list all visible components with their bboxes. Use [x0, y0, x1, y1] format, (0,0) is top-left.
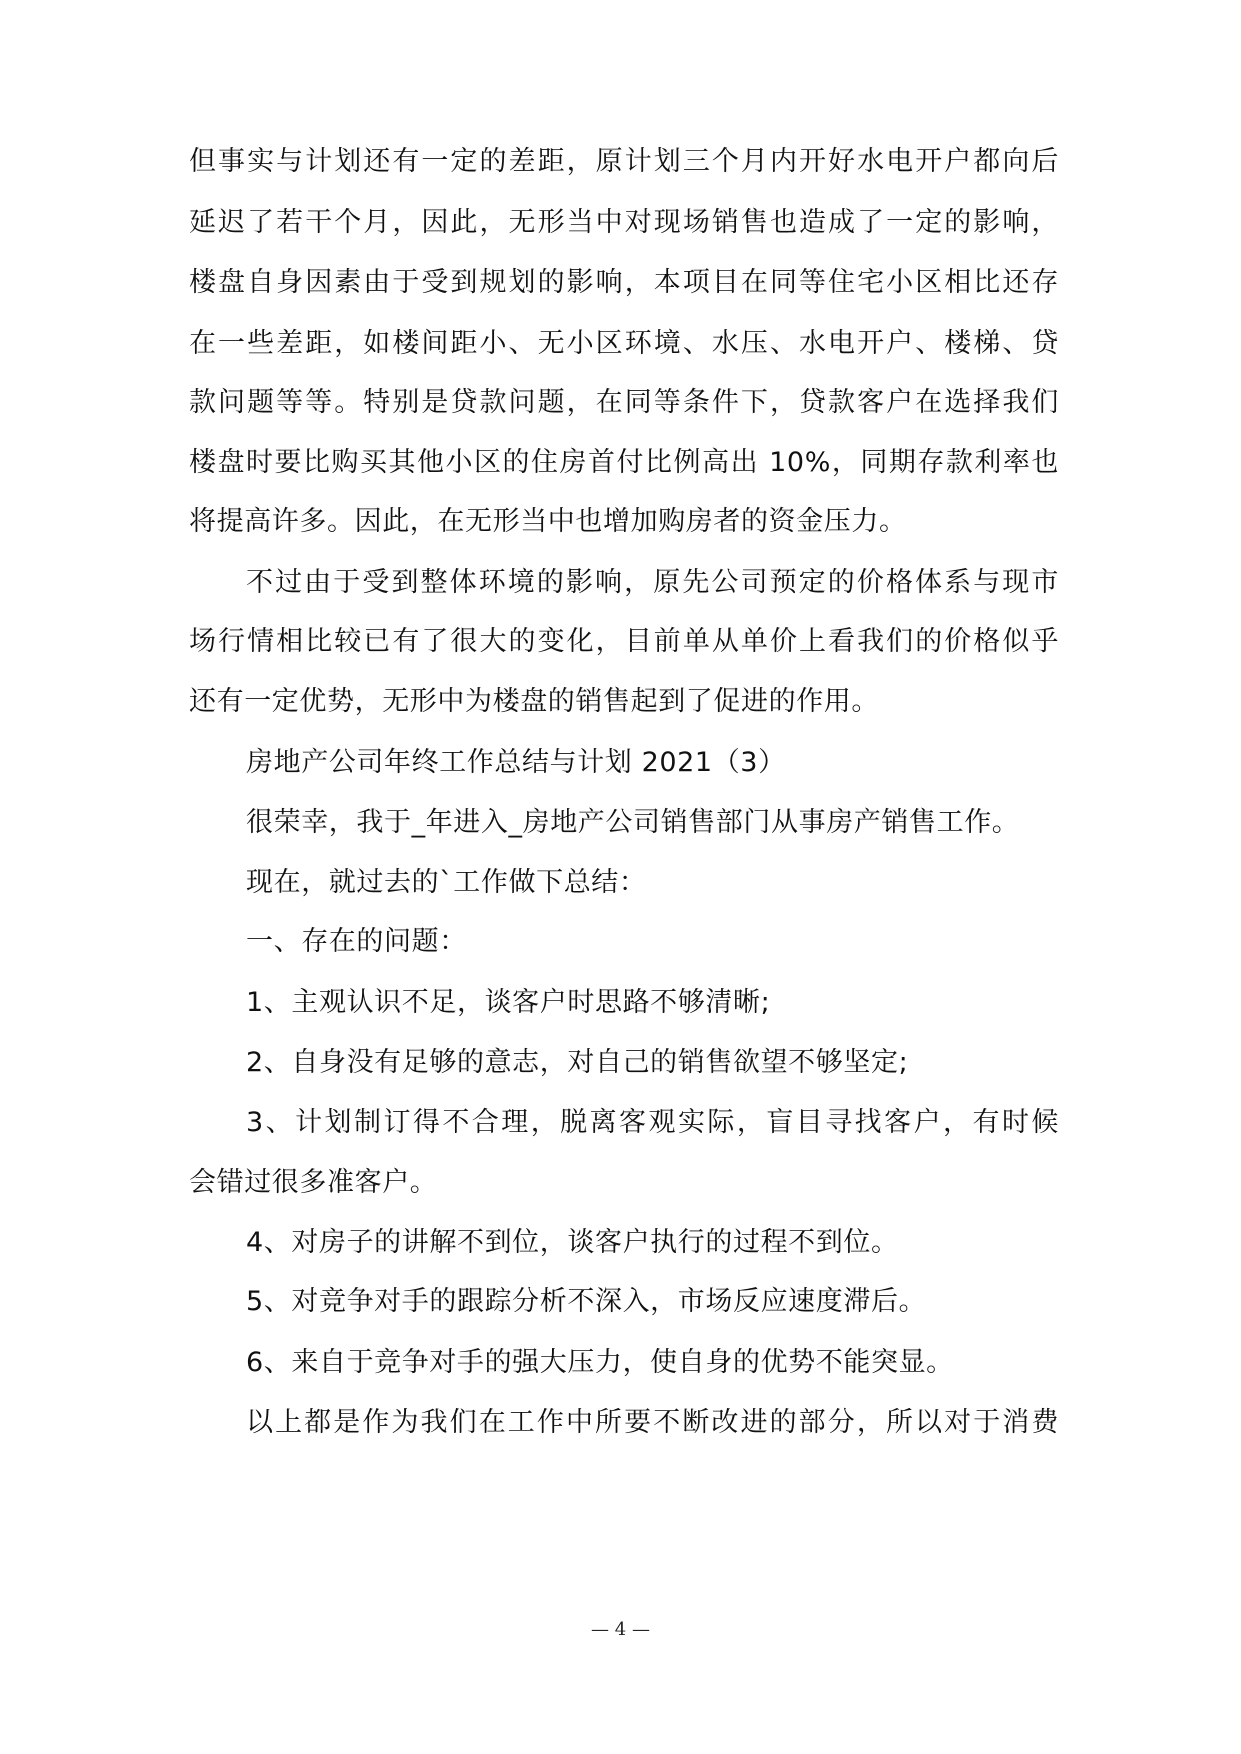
body-text-line: 以上都是作为我们在工作中所要不断改进的部分，所以对于消费	[246, 1407, 1059, 1438]
body-text-line: 还有一定优势，无形中为楼盘的销售起到了促进的作用。	[189, 686, 879, 717]
list-item: 5、对竞争对手的跟踪分析不深入，市场反应速度滞后。	[246, 1286, 927, 1317]
list-item: 3、计划制订得不合理，脱离客观实际，盲目寻找客户，有时候	[246, 1107, 1059, 1138]
list-item: 6、来自于竞争对手的强大压力，使自身的优势不能突显。	[246, 1347, 954, 1378]
body-text-line: 将提高许多。因此，在无形当中也增加购房者的资金压力。	[189, 506, 907, 537]
body-text-line: 在一些差距，如楼间距小、无小区环境、水压、水电开户、楼梯、贷	[189, 328, 1059, 359]
list-item: 2、自身没有足够的意志，对自己的销售欲望不够坚定;	[246, 1047, 909, 1078]
body-text-line: 楼盘自身因素由于受到规划的影响，本项目在同等住宅小区相比还存	[189, 267, 1059, 298]
body-text-line: 不过由于受到整体环境的影响，原先公司预定的价格体系与现市	[246, 567, 1059, 598]
body-text-line: 但事实与计划还有一定的差距，原计划三个月内开好水电开户都向后	[189, 146, 1059, 177]
section-heading: 房地产公司年终工作总结与计划 2021（3）	[246, 747, 786, 778]
body-text-line: 很荣幸，我于_年进入_房地产公司销售部门从事房产销售工作。	[246, 807, 1020, 838]
page-number: — 4 —	[591, 1619, 650, 1640]
list-item: 4、对房子的讲解不到位，谈客户执行的过程不到位。	[246, 1227, 899, 1258]
body-text-line: 场行情相比较已有了很大的变化，目前单从单价上看我们的价格似乎	[189, 626, 1059, 657]
body-text-line: 楼盘时要比购买其他小区的住房首付比例高出 10%，同期存款利率也	[189, 447, 1059, 478]
list-item: 1、主观认识不足，谈客户时思路不够清晰;	[246, 987, 771, 1018]
body-text-line: 现在，就过去的`工作做下总结：	[246, 867, 647, 898]
list-item-continuation: 会错过很多准客户。	[189, 1167, 438, 1198]
list-heading: 一、存在的问题：	[246, 926, 467, 957]
body-text-line: 款问题等等。特别是贷款问题，在同等条件下，贷款客户在选择我们	[189, 387, 1059, 418]
body-text-line: 延迟了若干个月，因此，无形当中对现场销售也造成了一定的影响，	[189, 207, 1059, 238]
